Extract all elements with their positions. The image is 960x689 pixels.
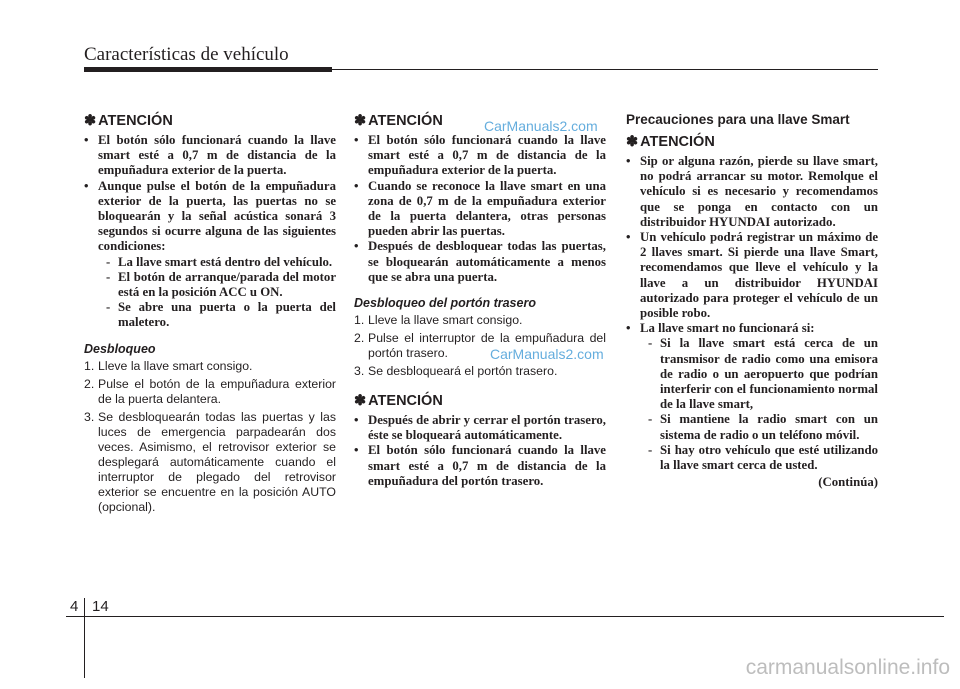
list-item: - Si hay otro vehículo que esté utilizando la llave smart cerca de usted. — [640, 443, 878, 473]
site-footer-link[interactable]: carmanualsonline.info — [745, 656, 950, 679]
list-item: • El botón sólo funcionará cuando la llave smart esté a 0,7 m de distancia de la empuñadura exterior de la puerta. — [84, 133, 336, 179]
asterisk-icon: ✽ — [354, 113, 367, 129]
watermark-text[interactable]: CarManuals2.com — [484, 118, 598, 134]
list-item: • Después de abrir y cerrar el portón trasero, éste se bloqueará automáticamente. — [354, 413, 606, 443]
list-item: - Si mantiene la radio smart con un sistema de radio o un teléfono móvil. — [640, 412, 878, 442]
chapter-number: 4 — [70, 598, 79, 615]
footer-divider — [84, 598, 85, 678]
header-rule-thin — [332, 69, 878, 70]
step-number: 2. — [84, 376, 95, 391]
step-text: Lleve la llave smart consigo. — [368, 313, 523, 328]
list-item: • Después de desbloquear todas las puertas, se bloquearán automáticamente a menos que se abra una puerta. — [354, 239, 606, 285]
attention-list — [84, 133, 336, 331]
attention-list — [354, 413, 606, 489]
attention-label: ATENCIÓN — [98, 113, 173, 129]
list-item: • El botón sólo funcionará cuando la llave smart esté a 0,7 m de distancia de la empuñadura del portón trasero. — [354, 443, 606, 489]
subsection-title: Desbloqueo — [84, 341, 156, 356]
step-number: 3. — [84, 409, 95, 424]
list-item — [84, 377, 336, 407]
step-number: 2. — [354, 331, 365, 346]
asterisk-icon: ✽ — [84, 113, 97, 129]
list-item-text: Aunque pulse el botón de la empuñadura exterior de la puerta, las puertas no se bloquearán y la señal acústica sonará 3 segundos si ocurre alguna de las siguientes condiciones: — [98, 178, 336, 254]
page-header-title: Características de vehículo — [84, 44, 289, 65]
attention-heading — [626, 133, 878, 151]
list-item — [84, 179, 336, 331]
asterisk-icon: ✽ — [354, 393, 367, 410]
list-item: • Sip or alguna razón, pierde su llave smart, no podrá arrancar su motor. Remolque el vehículo si es necesario y recomendamos que se ponga en contacto con un distribuidor HYUNDAI autorizado. — [626, 154, 878, 230]
attention-label: ATENCIÓN — [368, 113, 443, 129]
attention-list — [626, 154, 878, 473]
step-text: Lleve la llave smart consigo. — [98, 358, 253, 373]
list-item-text: La llave smart no funcionará si: — [640, 321, 815, 336]
step-number: 1. — [84, 358, 95, 373]
list-item — [626, 321, 878, 473]
list-item — [354, 364, 606, 379]
section-title: Precauciones para una llave Smart — [626, 112, 850, 127]
step-number: 3. — [354, 364, 365, 379]
list-item — [354, 313, 606, 328]
attention-heading — [84, 112, 336, 130]
list-item — [84, 410, 336, 515]
list-item: - El botón de arranque/parada del motor está en la posición ACC u ON. — [98, 270, 336, 300]
header-rule-thick — [84, 67, 332, 72]
list-item: • Cuando se reconoce la llave smart en una zona de 0,7 m de la empuñadura exterior de la puerta delantera, otras personas pueden abrir las puertas. — [354, 179, 606, 240]
column-middle — [354, 112, 606, 489]
list-item: - Se abre una puerta o la puerta del maletero. — [98, 300, 336, 330]
asterisk-icon: ✽ — [626, 134, 639, 150]
attention-list — [354, 133, 606, 285]
step-number: 1. — [354, 313, 365, 328]
list-item: - La llave smart está dentro del vehículo. — [98, 255, 336, 270]
attention-label: ATENCIÓN — [368, 393, 443, 410]
page-number: 14 — [92, 598, 109, 615]
step-text: Se desbloqueará el portón trasero. — [368, 364, 558, 379]
subsection-title: Desbloqueo del portón trasero — [354, 296, 536, 311]
column-right — [626, 112, 878, 490]
attention-heading — [354, 392, 606, 410]
attention-label: ATENCIÓN — [640, 134, 715, 150]
step-text: Se desbloquearán todas las puertas y las luces de emergencia parpadearán dos veces. Asimismo, el retrovisor exterior se desplegará automáticamente cuando el interruptor de plegado del retrovisor exterior se encuentre en la posición AUTO (opcional). — [98, 409, 336, 514]
step-text: Pulse el botón de la empuñadura exterior de la puerta delantera. — [98, 376, 336, 406]
watermark-text[interactable]: CarManuals2.com — [490, 346, 604, 362]
condition-list — [98, 255, 336, 331]
list-item: • El botón sólo funcionará cuando la llave smart esté a 0,7 m de distancia de la empuñadura exterior de la puerta. — [354, 133, 606, 179]
steps-list — [84, 359, 336, 515]
step-text: Pulse el interruptor de la empuñadura del portón trasero. — [368, 331, 606, 361]
continued-note: (Continúa) — [818, 475, 878, 490]
list-item: - Si la llave smart está cerca de un transmisor de radio como una emisora de radio o un aeropuerto que podrían interferir con el funcionamiento normal de la llave smart, — [640, 336, 878, 412]
footer-rule — [66, 616, 944, 617]
column-left — [84, 112, 336, 518]
list-item: • Un vehículo podrá registrar un máximo de 2 llaves smart. Si pierde una llave Smart, recomendamos que lleve el vehículo y la llave a un distribuidor HYUNDAI autorizado para proteger el vehículo de un posible robo. — [626, 230, 878, 321]
list-item — [84, 359, 336, 374]
condition-list — [640, 336, 878, 473]
